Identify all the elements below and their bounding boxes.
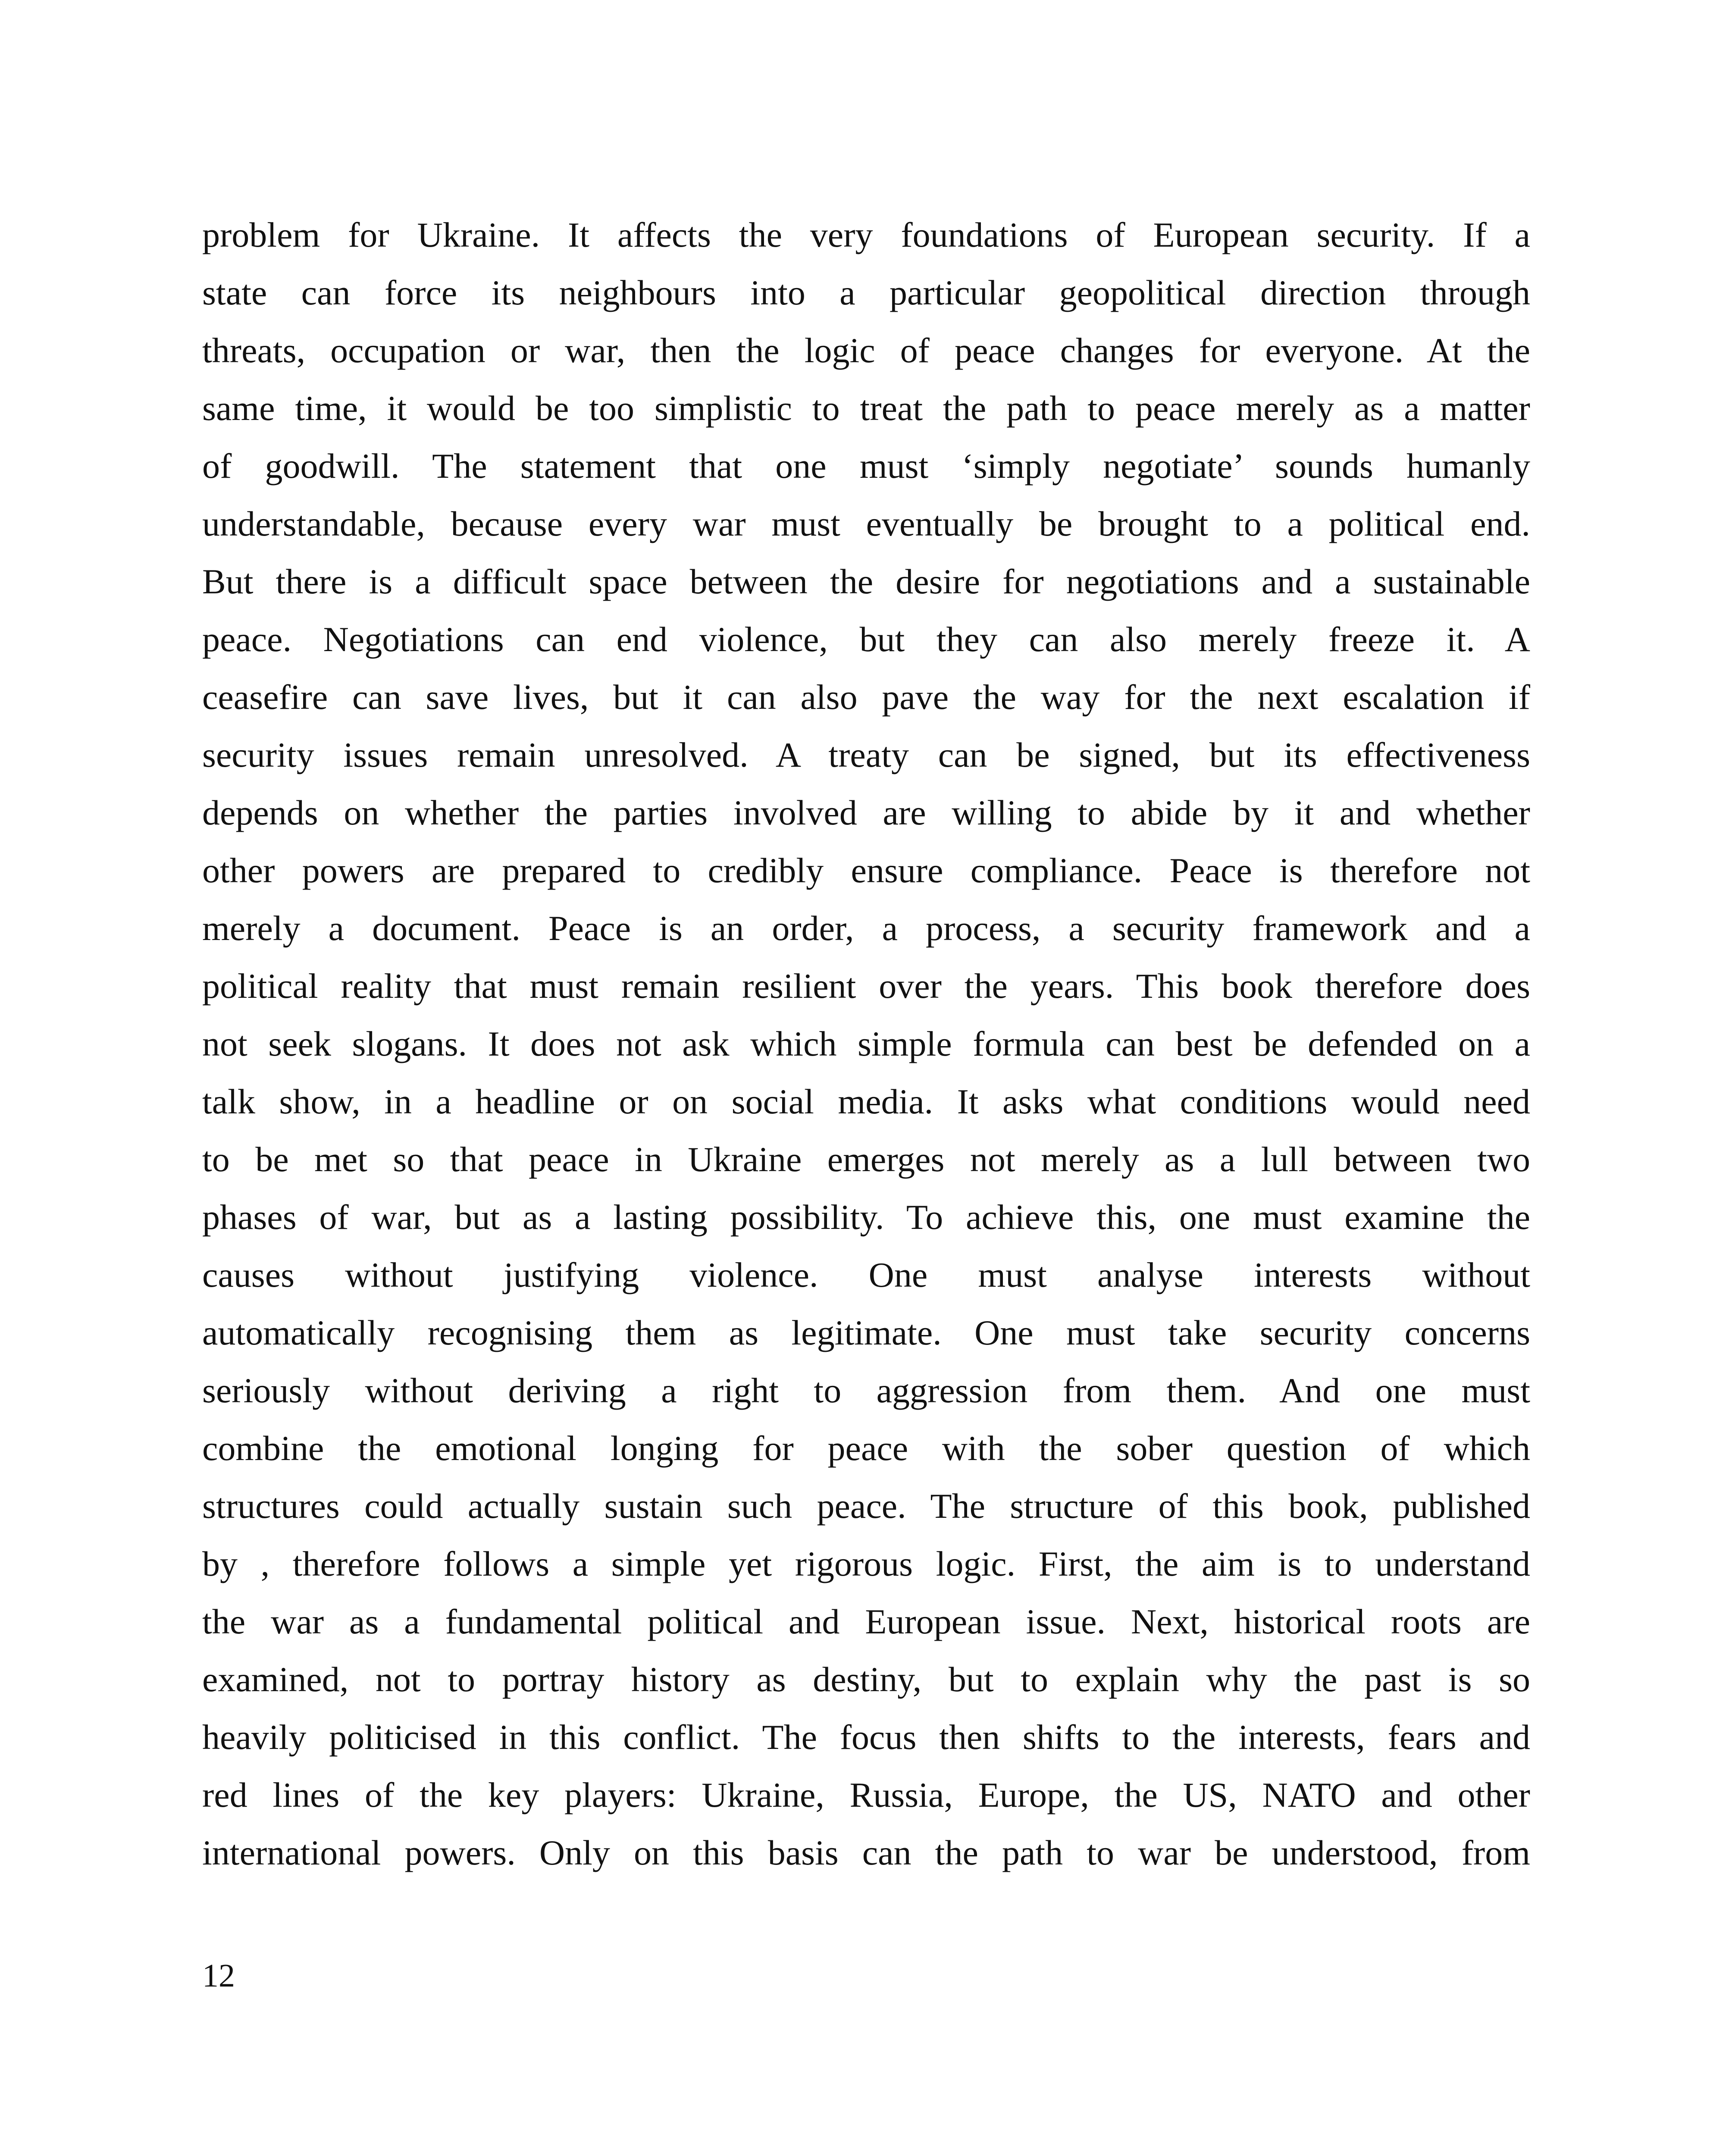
text-line: political reality that must remain resilient over the years. This book therefore does — [202, 966, 1530, 1006]
text-line: ceasefire can save lives, but it can also pave the way for the next escalation if — [202, 677, 1530, 717]
text-line: peace. Negotiations can end violence, but they can also merely freeze it. A — [202, 620, 1530, 659]
text-line: state can force its neighbours into a particular geopolitical direction through — [202, 273, 1530, 312]
text-line: talk show, in a headline or on social media. It asks what conditions would need — [202, 1082, 1530, 1121]
text-line: same time, it would be too simplistic to treat the path to peace merely as a matter — [202, 389, 1530, 428]
text-line: combine the emotional longing for peace with the sober question of which — [202, 1429, 1530, 1468]
text-line: security issues remain unresolved. A treaty can be signed, but its effectiveness — [202, 735, 1530, 774]
text-line: international powers. Only on this basis can the path to war be understood, from — [202, 1833, 1530, 1872]
text-line: heavily politicised in this conflict. The focus then shifts to the interests, fears and — [202, 1717, 1530, 1757]
text-line: depends on whether the parties involved are willing to abide by it and whether — [202, 793, 1530, 832]
text-line: red lines of the key players: Ukraine, Russia, Europe, the US, NATO and other — [202, 1775, 1530, 1814]
text-line: phases of war, but as a lasting possibility. To achieve this, one must examine the — [202, 1197, 1530, 1237]
text-line: to be met so that peace in Ukraine emerges not merely as a lull between two — [202, 1140, 1530, 1179]
text-line: examined, not to portray history as destiny, but to explain why the past is so — [202, 1660, 1530, 1699]
text-line: of goodwill. The statement that one must ‘simply negotiate’ sounds humanly — [202, 446, 1530, 486]
text-line: understandable, because every war must eventually be brought to a political end. — [202, 504, 1530, 543]
text-line: other powers are prepared to credibly ensure compliance. Peace is therefore not — [202, 851, 1530, 890]
body-text — [202, 206, 1530, 1882]
text-line: structures could actually sustain such peace. The structure of this book, published — [202, 1486, 1530, 1526]
text-line: causes without justifying violence. One must analyse interests without — [202, 1255, 1530, 1294]
text-line: But there is a difficult space between the desire for negotiations and a sustainable — [202, 562, 1530, 601]
text-line: the war as a fundamental political and European issue. Next, historical roots are — [202, 1602, 1530, 1641]
text-line: automatically recognising them as legitimate. One must take security concerns — [202, 1313, 1530, 1352]
text-line: not seek slogans. It does not ask which simple formula can best be defended on a — [202, 1024, 1530, 1063]
text-line: seriously without deriving a right to aggression from them. And one must — [202, 1371, 1530, 1410]
text-line: threats, occupation or war, then the logic of peace changes for everyone. At the — [202, 331, 1530, 370]
text-line: merely a document. Peace is an order, a process, a security framework and a — [202, 909, 1530, 948]
text-line: problem for Ukraine. It affects the very foundations of European security. If a — [202, 215, 1530, 254]
text-line: by , therefore follows a simple yet rigorous logic. First, the aim is to understand — [202, 1544, 1530, 1583]
page-number: 12 — [202, 1958, 235, 1994]
